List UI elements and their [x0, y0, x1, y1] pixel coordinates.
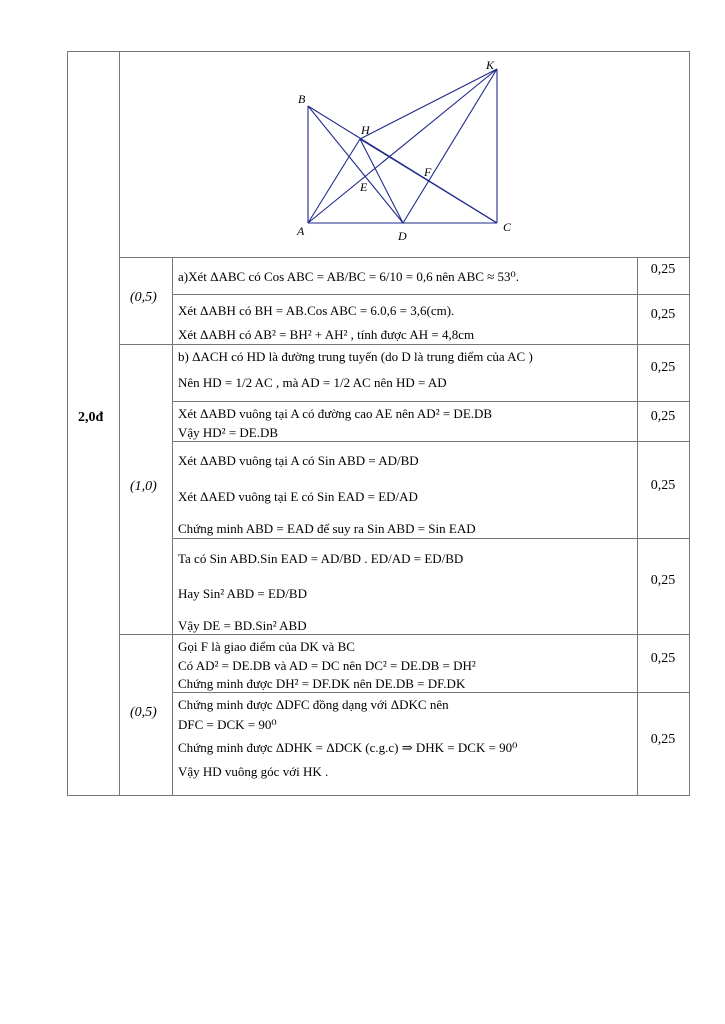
point-label-b: B: [298, 92, 306, 106]
solution-line: Ta có Sin ABD.Sin EAD = AD/BD . ED/AD = ED/BD: [178, 551, 464, 566]
solution-line: Xét ΔAED vuông tại E có Sin EAD = ED/AD: [178, 489, 418, 504]
point-label-c: C: [503, 220, 512, 234]
point-label-h: H: [361, 123, 370, 137]
total-score: 2,0đ: [78, 410, 104, 425]
table-border-bottom: [67, 795, 690, 796]
row-points: 0,25: [650, 409, 676, 424]
segment-bd: [308, 106, 403, 223]
row-points: 0,25: [650, 262, 676, 277]
segment-ah: [308, 139, 360, 223]
segment-dk: [403, 69, 497, 223]
segment-hc: [360, 139, 497, 223]
segment-hk: [360, 69, 497, 139]
solution-line: Có AD² = DE.DB và AD = DC nên DC² = DE.DB = DH²: [178, 658, 476, 673]
part-divider-1: [119, 344, 690, 345]
solution-line: Xét ΔABD vuông tại A có đường cao AE nên AD² = DE.DB: [178, 406, 493, 421]
row-divider-5: [172, 538, 690, 539]
solution-line: Vậy HD² = DE.DB: [178, 425, 279, 440]
point-label-k: K: [486, 58, 495, 72]
solution-line: Chứng minh được DH² = DF.DK nên DE.DB = DF.DK: [178, 676, 466, 691]
part-label-c: (0,5): [130, 705, 157, 720]
point-label-d: D: [398, 229, 407, 243]
solution-line: Vậy HD vuông góc với HK .: [178, 764, 329, 779]
row-points: 0,25: [650, 732, 676, 747]
solution-line: b) ΔACH có HD là đường trung tuyến (do D là trung điểm của AC ): [178, 349, 533, 364]
row-divider-4: [172, 441, 690, 442]
solution-line: a)Xét ΔABC có Cos ABC = AB/BC = 6/10 = 0,6 nên ABC ≈ 53⁰.: [178, 269, 520, 284]
solution-line: Gọi F là giao điểm của DK và BC: [178, 639, 355, 654]
row-points: 0,25: [650, 651, 676, 666]
solution-line: Xét ΔABH có BH = AB.Cos ABC = 6.0,6 = 3,6(cm).: [178, 303, 455, 318]
segment-ak: [308, 69, 497, 223]
part-label-a: (0,5): [130, 290, 157, 305]
solution-line: Xét ΔABD vuông tại A có Sin ABD = AD/BD: [178, 453, 419, 468]
point-label-f: F: [424, 165, 432, 179]
solution-line: Xét ΔABH có AB² = BH² + AH² , tính được AH = 4,8cm: [178, 327, 475, 342]
part-divider-2: [119, 634, 690, 635]
column-divider-part: [172, 257, 173, 796]
solution-line: Hay Sin² ABD = ED/BD: [178, 586, 307, 601]
point-label-e: E: [360, 180, 368, 194]
solution-line: Chứng minh ABD = EAD để suy ra Sin ABD = Sin EAD: [178, 521, 476, 536]
row-points: 0,25: [650, 307, 676, 322]
row-divider-3: [172, 401, 690, 402]
row-divider-1: [172, 294, 690, 295]
solution-line: Chứng minh được ΔDHK = ΔDCK (c.g.c) ⇒ DHK = DCK = 90⁰: [178, 740, 518, 755]
column-divider-points: [637, 257, 638, 796]
solution-line: Nên HD = 1/2 AC , mà AD = 1/2 AC nên HD = AD: [178, 375, 447, 390]
row-points: 0,25: [650, 360, 676, 375]
solution-line: Vậy DE = BD.Sin² ABD: [178, 618, 307, 633]
row-points: 0,25: [650, 478, 676, 493]
part-label-b: (1,0): [130, 479, 157, 494]
point-label-a: A: [297, 224, 305, 238]
solution-line: DFC = DCK = 90⁰: [178, 717, 277, 732]
row-points: 0,25: [650, 573, 676, 588]
row-divider-7: [172, 692, 690, 693]
solution-line: Chứng minh được ΔDFC đồng dạng với ΔDKC nên: [178, 697, 449, 712]
